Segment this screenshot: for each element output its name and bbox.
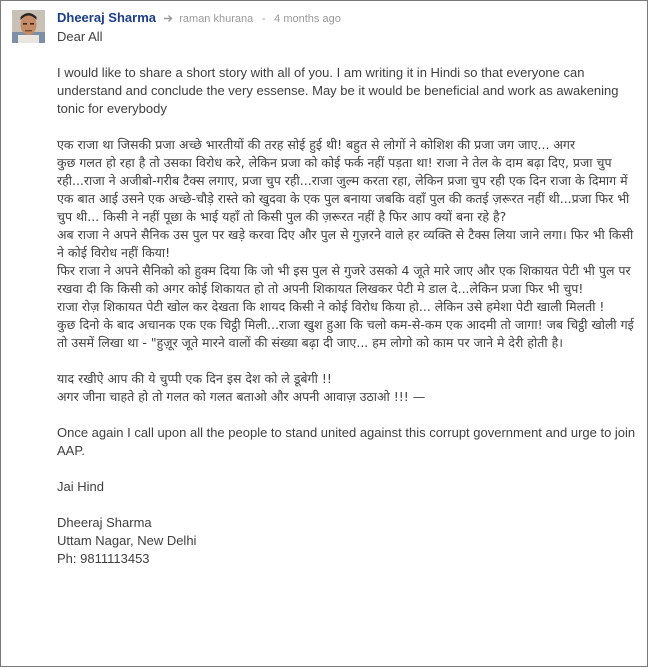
author-name-link[interactable]: Dheeraj Sharma	[57, 10, 156, 25]
signature-block: Dheeraj Sharma Uttam Nagar, New Delhi Ph: 9811113453	[57, 515, 197, 566]
recipient-link[interactable]: raman khurana	[179, 13, 254, 25]
hindi-closing-paragraph: याद रखीऐ आप की ये चुप्पी एक दिन इस देश को ले डूबेगी !! अगर जीना चाहते हो तो गलत को गलत बताओ और अपनी आवाज़ उठाओ !!! —	[57, 371, 426, 404]
user-avatar-photo	[12, 10, 45, 43]
avatar[interactable]	[12, 10, 45, 43]
appeal-paragraph: Once again I call upon all the people to stand united against this corrupt government and urge to join AAP.	[57, 425, 636, 458]
post-header	[57, 9, 341, 27]
intro-paragraph: I would like to share a short story with all of you. I am writing it in Hindi so that everyone can understand and conclude the very essense. May be it would be beneficial and work as awakening tonic for everybody	[57, 65, 619, 116]
salute-text: Jai Hind	[57, 479, 104, 494]
share-arrow-icon	[164, 10, 174, 28]
meta-separator: -	[261, 13, 266, 25]
greeting-text: Dear All	[57, 29, 103, 44]
post-body	[57, 28, 637, 568]
hindi-story-paragraph: एक राजा था जिसकी प्रजा अच्छे भारतीयों की तरह सोई हुई थी! बहुत से लोगों ने कोशिश की प्रजा जग जाए... अगर कुछ गलत हो रहा है तो उसका विरोध करे, लेकिन प्रजा को कोई फर्क नहीं पड़ता था! राजा ने तेल के दाम बढ़ा दिए, प्रजा चुप रही...राजा ने अजीबो-गरीब टैक्स लगाए, प्रजा चुप रही...राजा जुल्म करता रहा, लेकिन प्रजा चुप रही एक दिन राजा के दिमाग में एक बात आई उसने एक अच्छे-चौड़े रास्ते को खुदवा के एक पुल बनाया जबकि वहाँ पुल की कतई ज़रूरत नहीं थी...प्रजा फिर भी चुप थी... किसी ने नहीं पूछा के भाई यहाँ तो किसी पुल की ज़रूरत नहीं है फिर आप क्यों बना रहे है? अब राजा ने अपने सैनिक उस पुल पर खड़े करवा दिए और पुल से गुज़रने वाले हर व्यक्ति से टैक्स लिया जाने लगा। फिर भी किसी ने कोई विरोध नहीं किया! फिर राजा ने अपने सैनिको को हुक्म दिया कि जो भी इस पुल से गुजरे उसको 4 जूते मारे जाए और एक शिकायत पेटी भी पुल पर रखवा दी कि किसी को अगर कोई शिकायत हो तो अपनी शिकायत लिखकर पेटी मे डाल दे...लेकिन प्रजा फिर भी चुप! राजा रोज़ शिकायत पेटी खोल कर देखता कि शायद किसी ने कोई विरोध किया हो... लेकिन उसे हमेशा पेटी खाली मिलती ! कुछ दिनो के बाद अचानक एक एक चिट्ठी मिली...राजा खुश हुआ कि चलो कम-से-कम एक आदमी तो जागा! जब चिट्ठी खोली गई तो उसमें लिखा था - "हुज़ूर जूते मारने वालों की संख्या बढ़ा दी जाए... हम लोगो को काम पर जाने मे देरी होती है।	[57, 137, 634, 350]
post-timestamp[interactable]: 4 months ago	[274, 13, 341, 25]
